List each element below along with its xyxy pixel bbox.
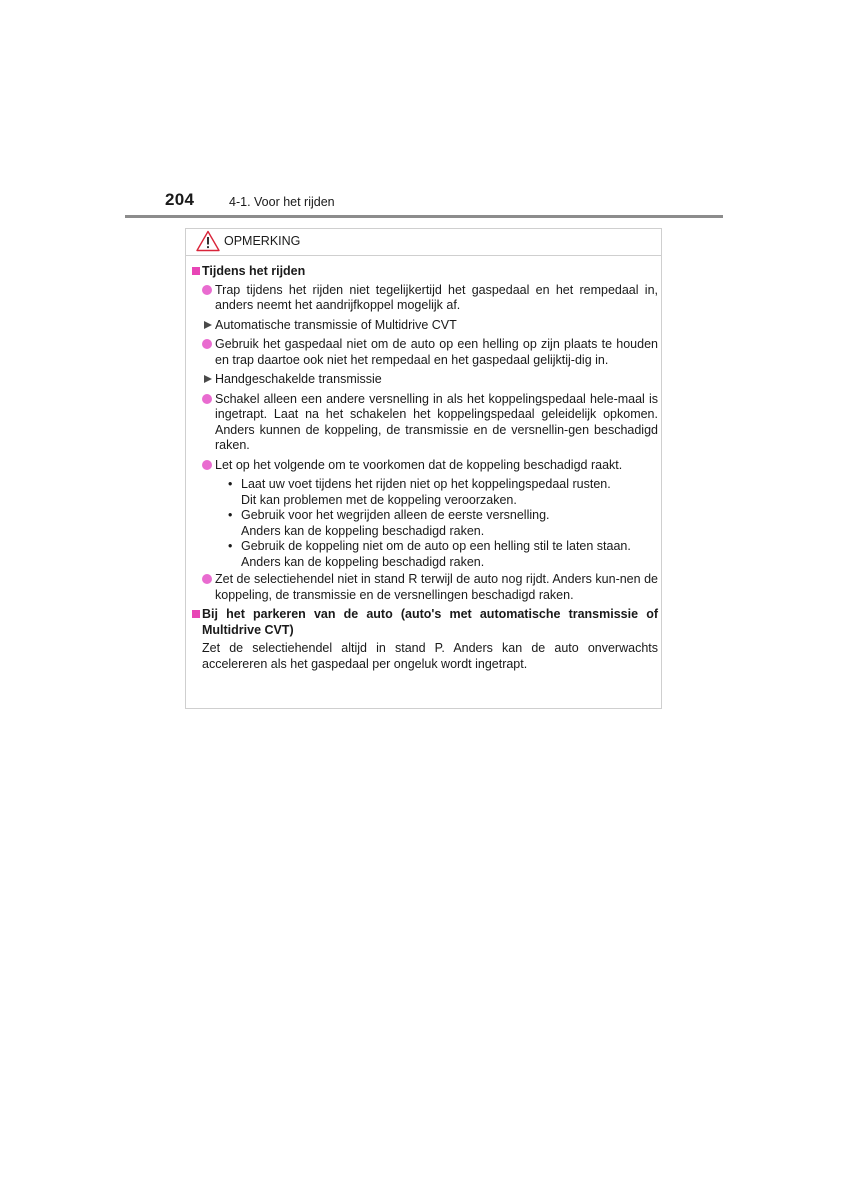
pink-dot-icon (202, 460, 212, 470)
notice-header (186, 229, 661, 256)
section-paragraph: Zet de selectiehendel altijd in stand P. Anders kan de auto onverwachts accelereren als het gaspedaal per ongeluk wordt ingetrapt. (202, 641, 658, 671)
triangle-right-icon (204, 321, 212, 329)
header-divider (125, 215, 723, 218)
sub-list-item: • Laat uw voet tijdens het rijden niet op het koppelingspedaal rusten. Dit kan problemen met de koppeling veroorzaken. (228, 477, 611, 507)
page-number: 204 (165, 190, 195, 209)
notice-title: OPMERKING (224, 234, 301, 248)
chapter-title: 4-1. Voor het rijden (229, 195, 335, 209)
page-header (0, 0, 848, 220)
pink-square-icon (192, 267, 200, 275)
list-item: Let op het volgende om te voorkomen dat de koppeling beschadigd raakt. (202, 458, 658, 474)
pink-dot-icon (202, 285, 212, 295)
pink-dot-icon (202, 574, 212, 584)
section-heading: Tijdens het rijden (190, 264, 658, 280)
triangle-right-icon (204, 375, 212, 383)
notice-content (190, 264, 658, 672)
pink-dot-icon (202, 339, 212, 349)
condition-label: Handgeschakelde transmissie (202, 372, 658, 388)
warning-triangle-icon (196, 230, 220, 252)
sub-list-item: • Gebruik voor het wegrijden alleen de eerste versnelling. Anders kan de koppeling beschadigd raken. (228, 508, 550, 538)
notice-box (185, 228, 662, 709)
condition-label: Automatische transmissie of Multidrive CVT (202, 318, 658, 334)
list-item: Gebruik het gaspedaal niet om de auto op een helling op zijn plaats te houden en trap daartoe ook niet het rempedaal en het gaspedaal gelijktij-dig in. (202, 337, 658, 368)
list-item: Trap tijdens het rijden niet tegelijkertijd het gaspedaal en het rempedaal in, anders neemt het aandrijfkoppel mogelijk af. (202, 283, 658, 314)
list-item: Schakel alleen een andere versnelling in als het koppelingspedaal hele-maal is ingetrapt. Laat na het schakelen het koppelingspedaal geleidelijk opkomen. Anders kunnen de koppeling, de transmissie en de versnellin-gen beschadigd raken. (202, 392, 658, 454)
pink-square-icon (192, 610, 200, 618)
list-item: Zet de selectiehendel niet in stand R terwijl de auto nog rijdt. Anders kun-nen de koppeling, de transmissie en de versnellingen beschadigd raken. (202, 572, 658, 603)
sub-list-item: • Gebruik de koppeling niet om de auto op een helling stil te laten staan. Anders kan de koppeling beschadigd raken. (228, 539, 631, 569)
bullet-icon: • (228, 508, 233, 522)
pink-dot-icon (202, 394, 212, 404)
bullet-icon: • (228, 539, 233, 553)
bullet-icon: • (228, 477, 233, 491)
section-heading: Bij het parkeren van de auto (auto's met automatische transmissie of Multidrive CVT) (190, 607, 658, 638)
